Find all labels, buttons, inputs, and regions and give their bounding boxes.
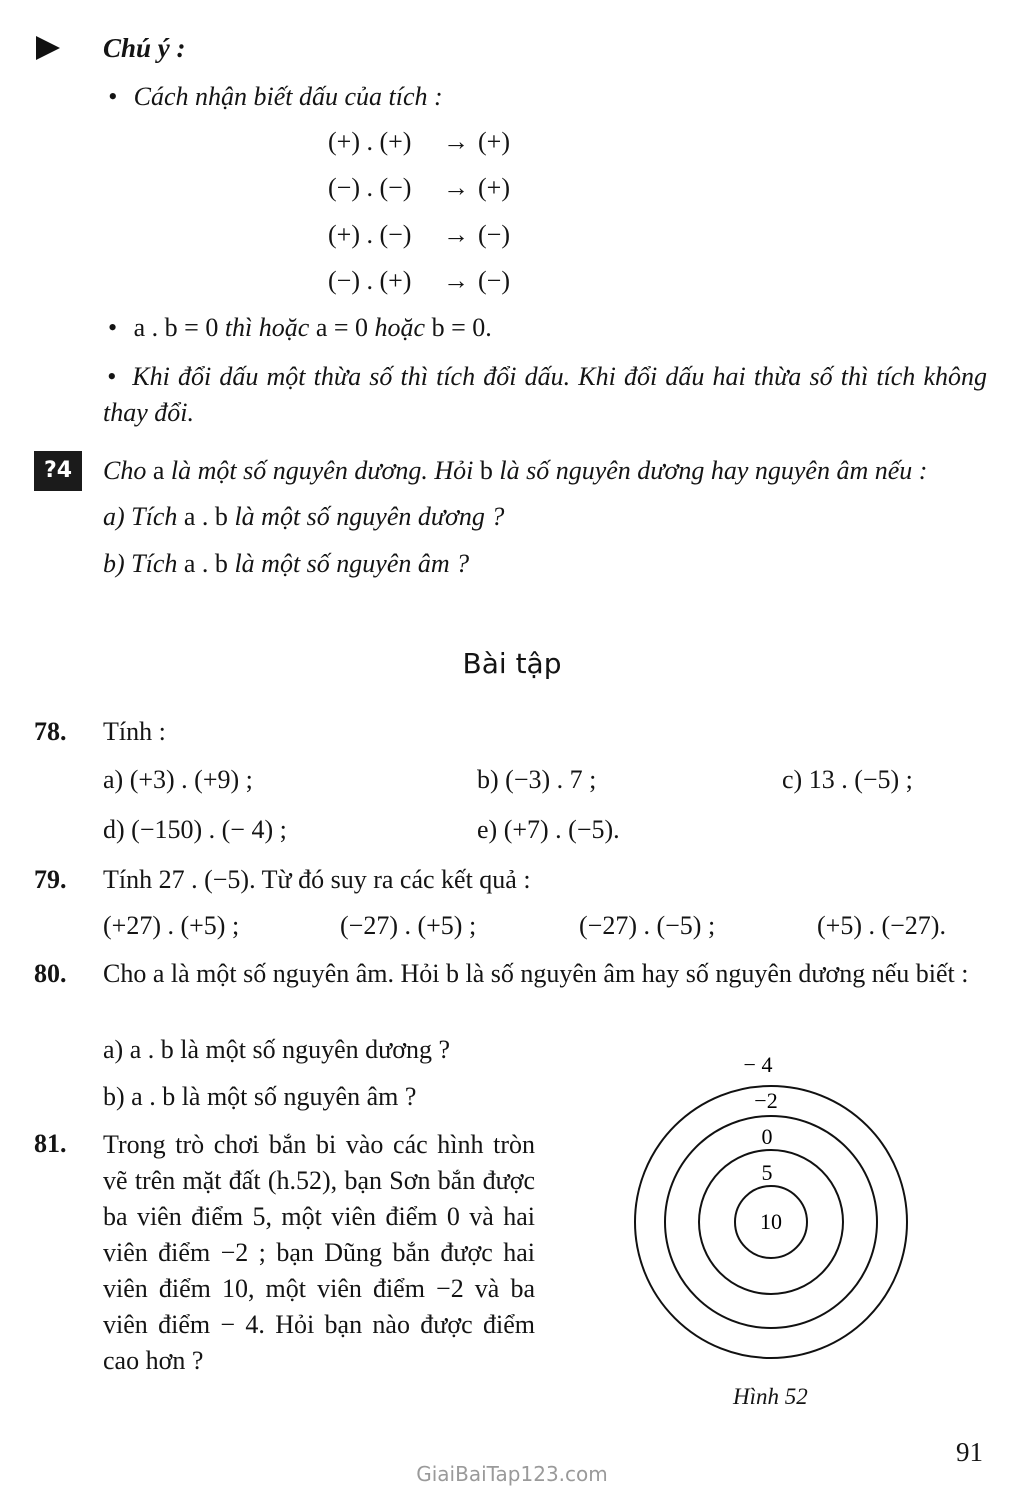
formula: b = 0. [431, 313, 492, 342]
bullet-dot: • [108, 82, 118, 111]
sign-rule-left: (+) . (−) [328, 220, 412, 249]
formula: a = 0 [315, 313, 369, 342]
formula: a . b [183, 549, 228, 578]
sign-rule-result: (−) [478, 266, 510, 295]
watermark: GiaiBaiTap123.com [416, 1462, 608, 1486]
exercise-81-text: Trong trò chơi bắn bi vào các hình tròn vẽ trên mặt đất (h.52), bạn Sơn bắn được ba viên điểm 5, một viên điểm 0 và hai viên điểm −2 ; bạn Dũng bắn được hai viên điểm 10, một viên điểm −2 và ba viên điểm − 4. Hỏi bạn nào được điểm cao hơn ? [103, 1130, 535, 1375]
exercise-78-item: d) (−150) . (− 4) ; [103, 815, 287, 844]
sign-rule-result: (+) [478, 127, 510, 156]
ring-label-10: 10 [760, 1209, 782, 1234]
exercise-78-item: b) (−3) . 7 ; [477, 765, 597, 794]
ring-label-5: 5 [761, 1160, 773, 1185]
note-heading: Chú ý : [103, 33, 186, 63]
play-marker-icon [36, 36, 60, 60]
sign-rule-row [328, 173, 548, 205]
note-bullet-2 [108, 312, 492, 343]
bullet-dot: • [108, 313, 118, 342]
exercise-79-item: (+5) . (−27). [817, 911, 946, 940]
sign-rule-row [328, 220, 548, 252]
arrow-icon: → [443, 220, 469, 249]
question-4-badge: ?4 [34, 451, 82, 491]
exercise-78-item: e) (+7) . (−5). [477, 815, 620, 844]
var-b: b [479, 456, 493, 485]
target-figure [600, 1040, 940, 1380]
q4-text: là một số nguyên dương. Hỏi [164, 456, 480, 485]
arrow-icon: → [443, 266, 469, 295]
bullet-dot: • [107, 362, 117, 391]
sign-rule-left: (+) . (+) [328, 127, 412, 156]
q4-intro [103, 455, 927, 486]
formula: a . b = 0 [133, 313, 219, 342]
note-text: thì hoặc [218, 313, 316, 342]
sign-rule-row [328, 266, 548, 298]
exercise-80-number: 80. [34, 959, 67, 988]
sign-rule-result: (+) [478, 173, 510, 202]
sign-rule-left: (−) . (−) [328, 173, 412, 202]
ring-label-minus-2: −2 [754, 1088, 778, 1113]
exercise-80-part-b: b) a . b là một số nguyên âm ? [103, 1082, 417, 1111]
exercise-81-number: 81. [34, 1129, 67, 1158]
sign-rule-row [328, 127, 548, 159]
ring-label-minus-4: − 4 [743, 1052, 773, 1077]
exercise-79-item: (+27) . (+5) ; [103, 911, 240, 940]
sign-rule-result: (−) [478, 220, 510, 249]
q4-text: b) Tích [103, 549, 184, 578]
section-title: Bài tập [462, 647, 562, 680]
exercise-79-item: (−27) . (−5) ; [579, 911, 716, 940]
q4-text: Cho [103, 456, 153, 485]
exercise-78-number: 78. [34, 717, 67, 746]
formula: a . b [183, 502, 228, 531]
exercise-79-title: Tính 27 . (−5). Từ đó suy ra các kết quả : [103, 865, 531, 894]
arrow-icon: → [443, 127, 469, 156]
exercise-80-part-a: a) a . b là một số nguyên dương ? [103, 1035, 450, 1064]
note-bullet-1-text: Cách nhận biết dấu của tích : [133, 82, 443, 111]
exercise-80-text: Cho a là một số nguyên âm. Hỏi b là số nguyên âm hay số nguyên dương nếu biết : [103, 959, 969, 988]
q4-text: là số nguyên dương hay nguyên âm nếu : [492, 456, 928, 485]
q4-text: là một số nguyên âm ? [227, 549, 470, 578]
sign-rule-left: (−) . (+) [328, 266, 412, 295]
arrow-icon: → [443, 173, 469, 202]
q4-part-a [103, 501, 504, 532]
q4-text: là một số nguyên dương ? [227, 502, 505, 531]
q4-part-b [103, 548, 469, 579]
var-a: a [152, 456, 165, 485]
page-number: 91 [956, 1437, 983, 1467]
note-bullet-3-text: Khi đổi dấu một thừa số thì tích đổi dấu. Khi đổi dấu hai thừa số thì tích không thay đổi. [103, 362, 987, 427]
note-text: hoặc [368, 313, 432, 342]
exercise-79-number: 79. [34, 865, 67, 894]
exercise-78-title: Tính : [103, 717, 166, 746]
q4-text: a) Tích [103, 502, 184, 531]
exercise-78-item: a) (+3) . (+9) ; [103, 765, 253, 794]
exercise-78-item: c) 13 . (−5) ; [782, 765, 913, 794]
note-bullet-3 [103, 359, 987, 431]
exercise-79-item: (−27) . (+5) ; [340, 911, 477, 940]
figure-caption: Hình 52 [733, 1384, 808, 1409]
note-bullet-1 [108, 81, 443, 112]
ring-label-0: 0 [761, 1124, 773, 1149]
